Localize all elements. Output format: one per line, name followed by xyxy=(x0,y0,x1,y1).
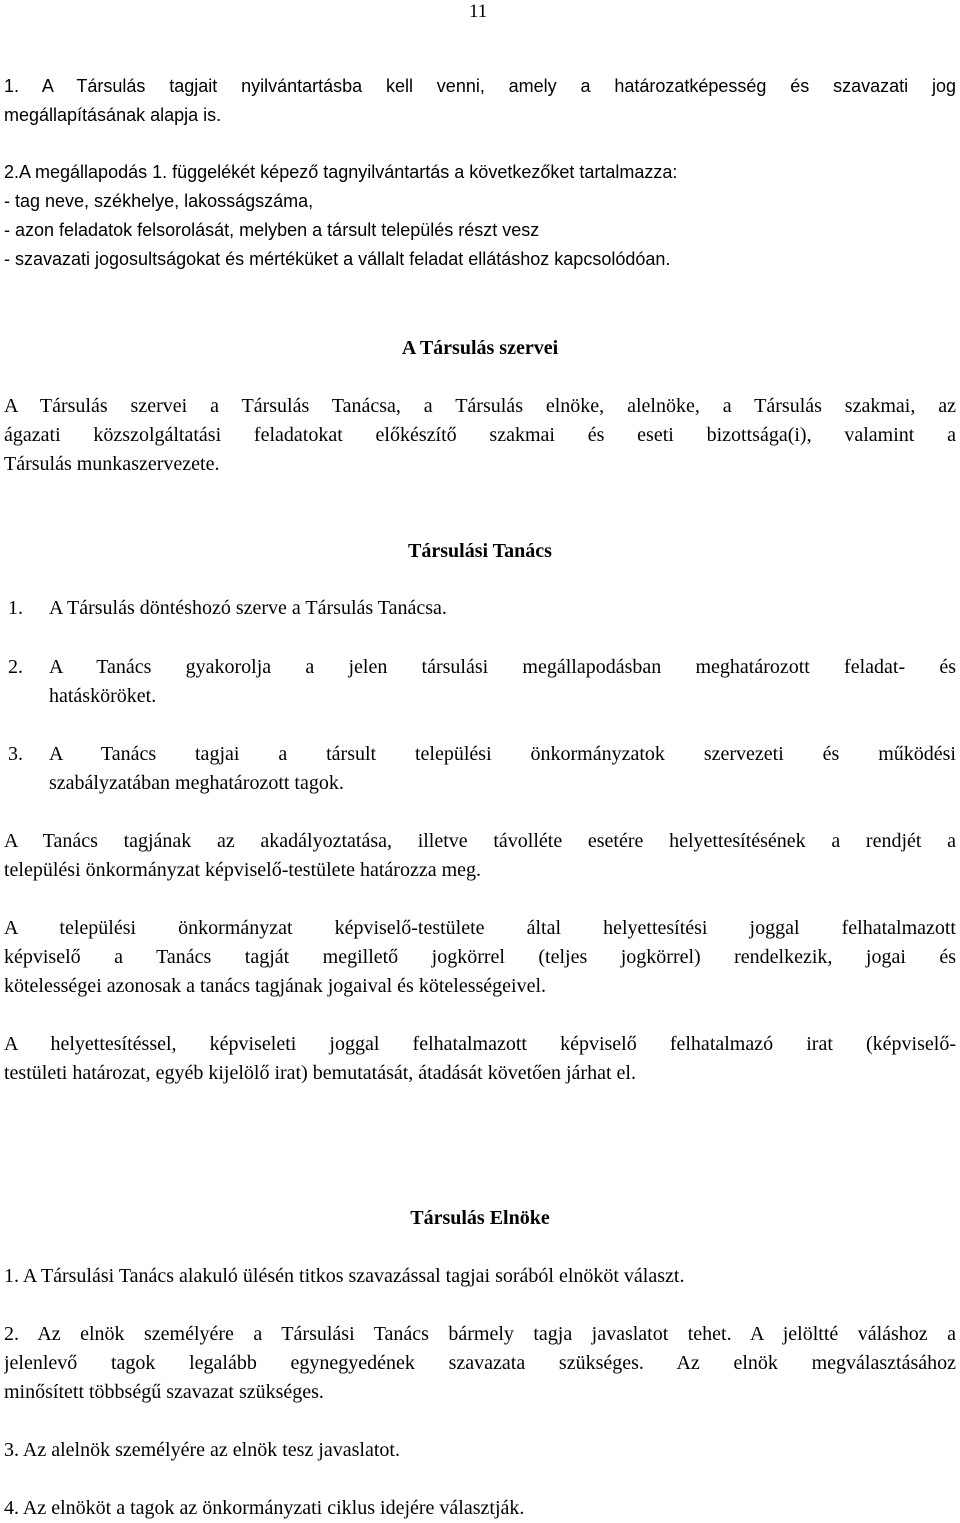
list-item-number: 2. xyxy=(8,656,23,678)
section-heading-szervei: A Társulás szervei xyxy=(401,337,559,359)
list-item-number: 1. xyxy=(8,597,23,619)
text-line: A Tanács tagjának az akadályoztatása, illetve távolléte esetére helyettesítésének a rendjét a xyxy=(4,830,956,852)
text-line: A Társulás döntéshozó szerve a Társulás Tanácsa. xyxy=(49,597,447,619)
text-line: képviselő a Tanács tagját megillető jogkörrel (teljes jogkörrel) rendelkezik, jogai és xyxy=(4,946,956,968)
text-line: szabályzatában meghatározott tagok. xyxy=(49,772,344,794)
page-number: 11 xyxy=(469,1,488,22)
text-line: kötelességei azonosak a tanács tagjának jogaival és kötelességeivel. xyxy=(4,975,547,997)
list-item xyxy=(4,1320,956,1407)
paragraph-substitution xyxy=(4,827,956,885)
text-line: A települési önkormányzat képviselő-testülete által helyettesítési joggal felhatalmazott xyxy=(4,917,956,939)
list-item xyxy=(4,1262,956,1291)
text-line: 1. A Társulás tagjait nyilvántartásba kell venni, amely a határozatképesség és szavazati jog xyxy=(4,76,956,96)
text-line: települési önkormányzat képviselő-testülete határozza meg. xyxy=(4,859,482,881)
text-line: A helyettesítéssel, képviseleti joggal felhatalmazott képviselő felhatalmazó irat (képviselő- xyxy=(4,1033,956,1055)
paragraph-authorized-representative xyxy=(4,914,956,1001)
section-heading-tanacs: Társulási Tanács xyxy=(408,540,552,562)
paragraph-authorization-document xyxy=(4,1030,956,1088)
text-line: Társulás munkaszervezete. xyxy=(4,453,220,475)
section-heading-elnoke: Társulás Elnöke xyxy=(410,1207,550,1229)
list-item xyxy=(4,1436,956,1465)
text-line: - azon feladatok felsorolását, melyben a társult település részt vesz xyxy=(4,220,540,240)
text-line: ágazati közszolgáltatási feladatokat előkészítő szakmai és eseti bizottsága(i), valamint a xyxy=(4,424,956,446)
text-line: minősített többségű szavazat szükséges. xyxy=(4,1381,324,1403)
text-line: 2.A megállapodás 1. függelékét képező tagnyilvántartás a következőket tartalmazza: xyxy=(4,162,678,182)
paragraph-register-contents xyxy=(4,158,956,274)
text-line: jelenlevő tagok legalább egynegyedének szavazata szükséges. Az elnök megválasztásához xyxy=(4,1352,956,1374)
text-line: 2. Az elnök személyére a Társulási Tanács bármely tagja javaslatot tehet. A jelöltté váláshoz a xyxy=(4,1323,956,1345)
text-line: A Társulás szervei a Társulás Tanácsa, a Társulás elnöke, alelnöke, a Társulás szakmai, az xyxy=(4,395,956,417)
text-line: A Tanács tagjai a társult települési önkormányzatok szervezeti és működési xyxy=(49,743,956,765)
text-line: 4. Az elnököt a tagok az önkormányzati ciklus idejére választják. xyxy=(4,1497,525,1519)
text-line: A Tanács gyakorolja a jelen társulási megállapodásban meghatározott feladat- és xyxy=(49,656,956,678)
list-item-number: 3. xyxy=(8,743,23,765)
paragraph-registration xyxy=(4,72,956,130)
text-line: testületi határozat, egyéb kijelölő irat) bemutatását, átadását követően járhat el. xyxy=(4,1062,636,1084)
text-line: - szavazati jogosultságokat és mértéküket a vállalt feladat ellátáshoz kapcsolódóan. xyxy=(4,249,671,269)
paragraph-organs xyxy=(4,392,956,479)
text-line: 1. A Társulási Tanács alakuló ülésén titkos szavazással tagjai sorából elnököt választ. xyxy=(4,1265,685,1287)
text-line: 3. Az alelnök személyére az elnök tesz javaslatot. xyxy=(4,1439,400,1461)
list-item xyxy=(4,1494,956,1523)
text-line: megállapításának alapja is. xyxy=(4,105,222,125)
text-line: - tag neve, székhelye, lakosságszáma, xyxy=(4,191,314,211)
text-line: hatásköröket. xyxy=(49,685,157,707)
